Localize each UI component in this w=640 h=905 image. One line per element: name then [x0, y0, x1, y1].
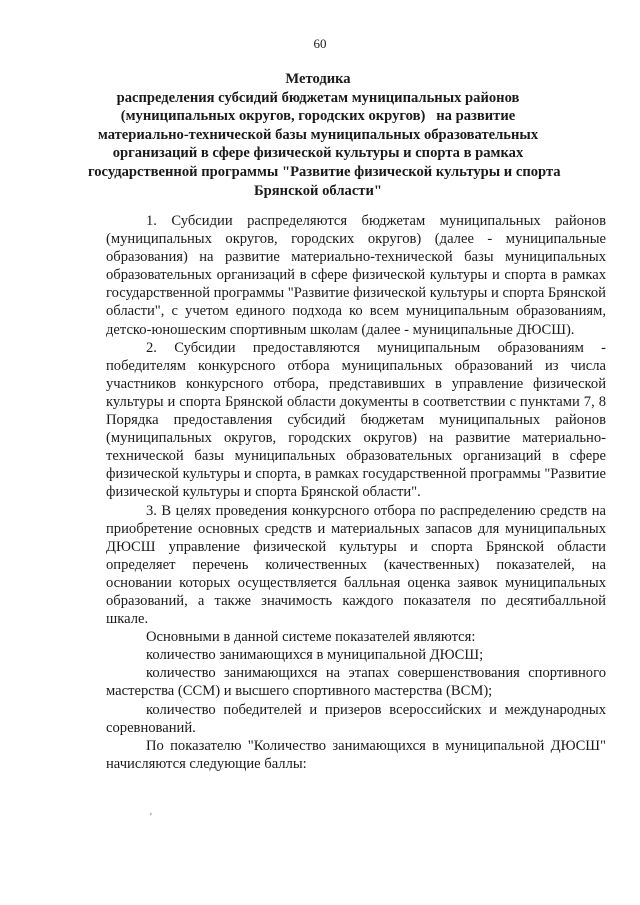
document-title [88, 70, 561, 200]
title-line: материально-технической базы муниципальных образовательных [97, 126, 539, 143]
page-number: 60 [313, 36, 327, 51]
title-line: (муниципальных округов, городских округов) на развитие [120, 108, 516, 125]
title-line: организаций в сфере физической культуры и спорта в рамках [112, 145, 524, 162]
paragraph-3: 3. В целях проведения конкурсного отбора по распределению средств на приобретение основных средств и материальных запасов для муниципальных ДЮСШ управление физической культуры и спорта Брянской области определяет перечень количественных (качественных) показателей, на основании которых осуществляется балльная оценка заявок муниципальных образований, а также значимость каждого показателя по десятибалльной шкале. [106, 502, 606, 628]
title-line: распределения субсидий бюджетам муниципальных районов [116, 89, 520, 106]
indicator-item: количество занимающихся на этапах совершенствования спортивного мастерства (ССМ) и высшего спортивного мастерства (ВСМ); [106, 665, 606, 700]
indicator-item: количество победителей и призеров всероссийских и международных соревнований. [106, 701, 606, 736]
indicator-item: количество занимающихся в муниципальной ДЮСШ; [146, 647, 484, 664]
title-line: государственной программы "Развитие физической культуры и спорта [88, 163, 561, 180]
stray-mark: ' [150, 812, 152, 823]
title-line: Брянской области" [254, 182, 382, 199]
paragraph-points: По показателю "Количество занимающихся в муниципальной ДЮСШ" начисляются следующие баллы: [106, 737, 606, 772]
title-line: Методика [285, 71, 351, 87]
document-body [106, 212, 606, 773]
paragraph-indicators-intro: Основными в данной системе показателей являются: [146, 629, 476, 646]
paragraph-1: 1. Субсидии распределяются бюджетам муниципальных районов (муниципальных округов, городских округов) (далее - муниципальные образования) на развитие материально-технической базы муниципальных образовательных организаций в сфере физической культуры и спорта в рамках государственной программы "Развитие физической культуры и спорта Брянской области", с учетом единого подхода ко всем муниципальным образованиям, детско-юношеским спортивным школам (далее - муниципальные ДЮСШ). [106, 213, 606, 338]
paragraph-2: 2. Субсидии предоставляются муниципальным образованиям - победителям конкурсного отбора муниципальных образований из числа участников конкурсного отбора, представивших в управление физической культуры и спорта Брянской области документы в соответствии с пунктами 7, 8 Порядка предоставления субсидий бюджетам муниципальных районов (муниципальных округов, городских округов) на развитие материально-технической базы муниципальных образовательных организаций в сфере физической культуры и спорта, в рамках государственной программы "Развитие физической культуры и спорта Брянской области". [106, 339, 606, 501]
